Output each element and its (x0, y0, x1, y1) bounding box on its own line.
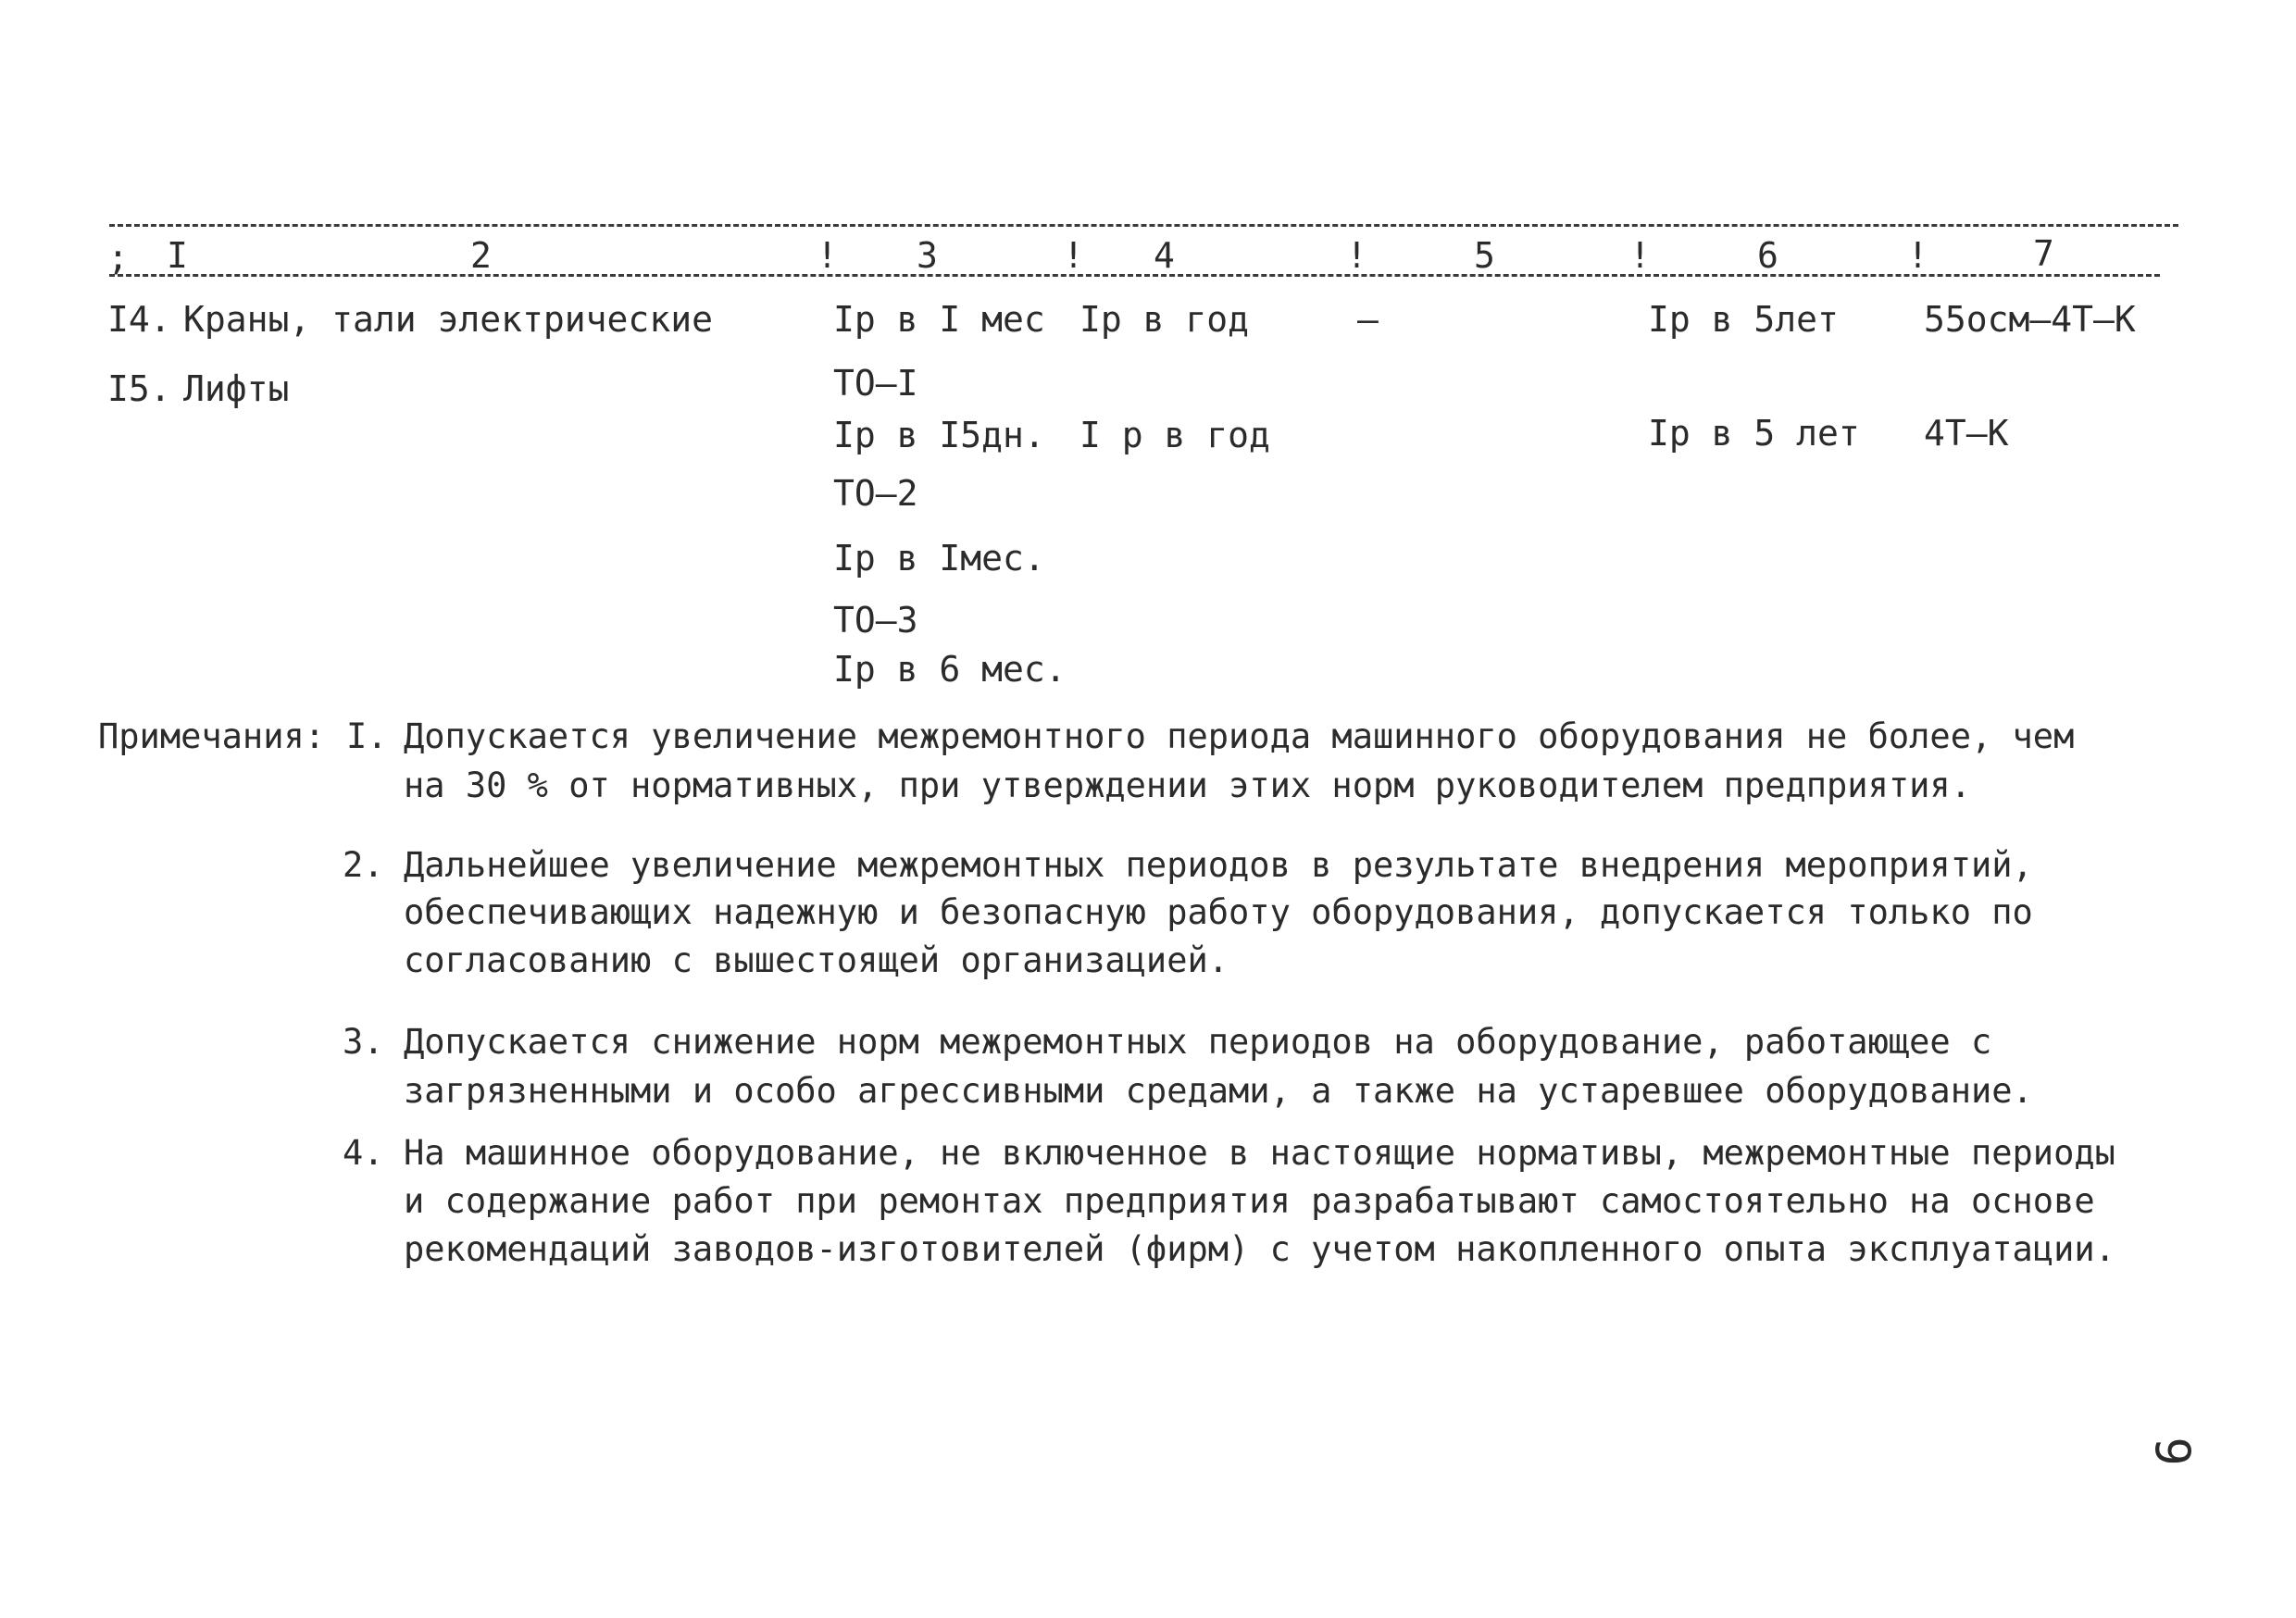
row-col3: ТО–2 (833, 473, 918, 514)
note-line: загрязненными и особо агрессивными средами, а также на устаревшее оборудование. (404, 1071, 2033, 1111)
header-mark: ! (1346, 235, 1367, 276)
row-number: I5. (107, 368, 171, 409)
row-col3: Iр в Iмес. (833, 538, 1045, 579)
header-mark: ! (1063, 235, 1084, 276)
header-col-6: 6 (1757, 235, 1778, 276)
note-line: На машинное оборудование, не включенное в настоящие нормативы, межремонтные периоды (404, 1133, 2115, 1173)
header-mark: ! (1629, 235, 1651, 276)
row-col5: – (1357, 299, 1379, 340)
row-number: I4. (107, 299, 171, 340)
row-col7: 55осм–4Т–К (1924, 299, 2136, 340)
header-col-4: 4 (1154, 235, 1175, 276)
header-col-7: 7 (2033, 233, 2054, 274)
table-top-rule (109, 224, 2178, 227)
note-line: на 30 % от нормативных, при утверждении этих норм руководителем предприятия. (404, 765, 1971, 805)
header-col-2: 2 (470, 235, 492, 276)
header-mark: ! (1907, 235, 1928, 276)
note-number: 2. (343, 845, 384, 885)
note-number: 3. (343, 1022, 384, 1062)
row-col3: ТО–I (833, 363, 918, 404)
note-line: Допускается снижение норм межремонтных периодов на оборудование, работающее с (404, 1022, 1992, 1062)
row-col3: ТО–3 (833, 600, 918, 641)
header-col-1: I (167, 235, 188, 276)
row-name: Краны, тали электрические (183, 299, 713, 340)
row-col3: Iр в I5дн. (833, 415, 1045, 455)
note-number: 4. (343, 1133, 384, 1173)
header-mark: ! (817, 235, 838, 276)
header-mark: ; (107, 237, 129, 278)
table-header-rule (109, 274, 2160, 277)
row-col3: Iр в 6 мес. (833, 649, 1067, 690)
notes-heading: Примечания: (98, 716, 326, 756)
note-line: обеспечивающих надежную и безопасную работу оборудования, допускается только по (404, 892, 2033, 932)
row-col4: Iр в год (1079, 299, 1250, 340)
header-col-5: 5 (1474, 235, 1495, 276)
header-col-3: 3 (917, 235, 938, 276)
row-col6: Iр в 5 лет (1648, 413, 1860, 454)
note-line: рекомендаций заводов-изготовителей (фирм) с учетом накопленного опыта эксплуатации. (404, 1229, 2115, 1269)
row-col3: Iр в I мес (833, 299, 1045, 340)
row-col4: I р в год (1079, 415, 1270, 455)
note-line: Дальнейшее увеличение межремонтных периодов в результате внедрения мероприятий, (404, 845, 2033, 885)
row-col7: 4Т–К (1924, 413, 2009, 454)
row-name: Лифты (183, 368, 290, 409)
note-number: I. (346, 716, 388, 756)
row-col6: Iр в 5лет (1648, 299, 1839, 340)
page-number: 9 (2143, 1437, 2200, 1466)
note-line: Допускается увеличение межремонтного периода машинного оборудования не более, чем (404, 716, 2075, 756)
note-line: и содержание работ при ремонтах предприятия разрабатывают самостоятельно на основе (404, 1181, 2095, 1221)
note-line: согласованию с вышестоящей организацией. (404, 940, 1229, 980)
